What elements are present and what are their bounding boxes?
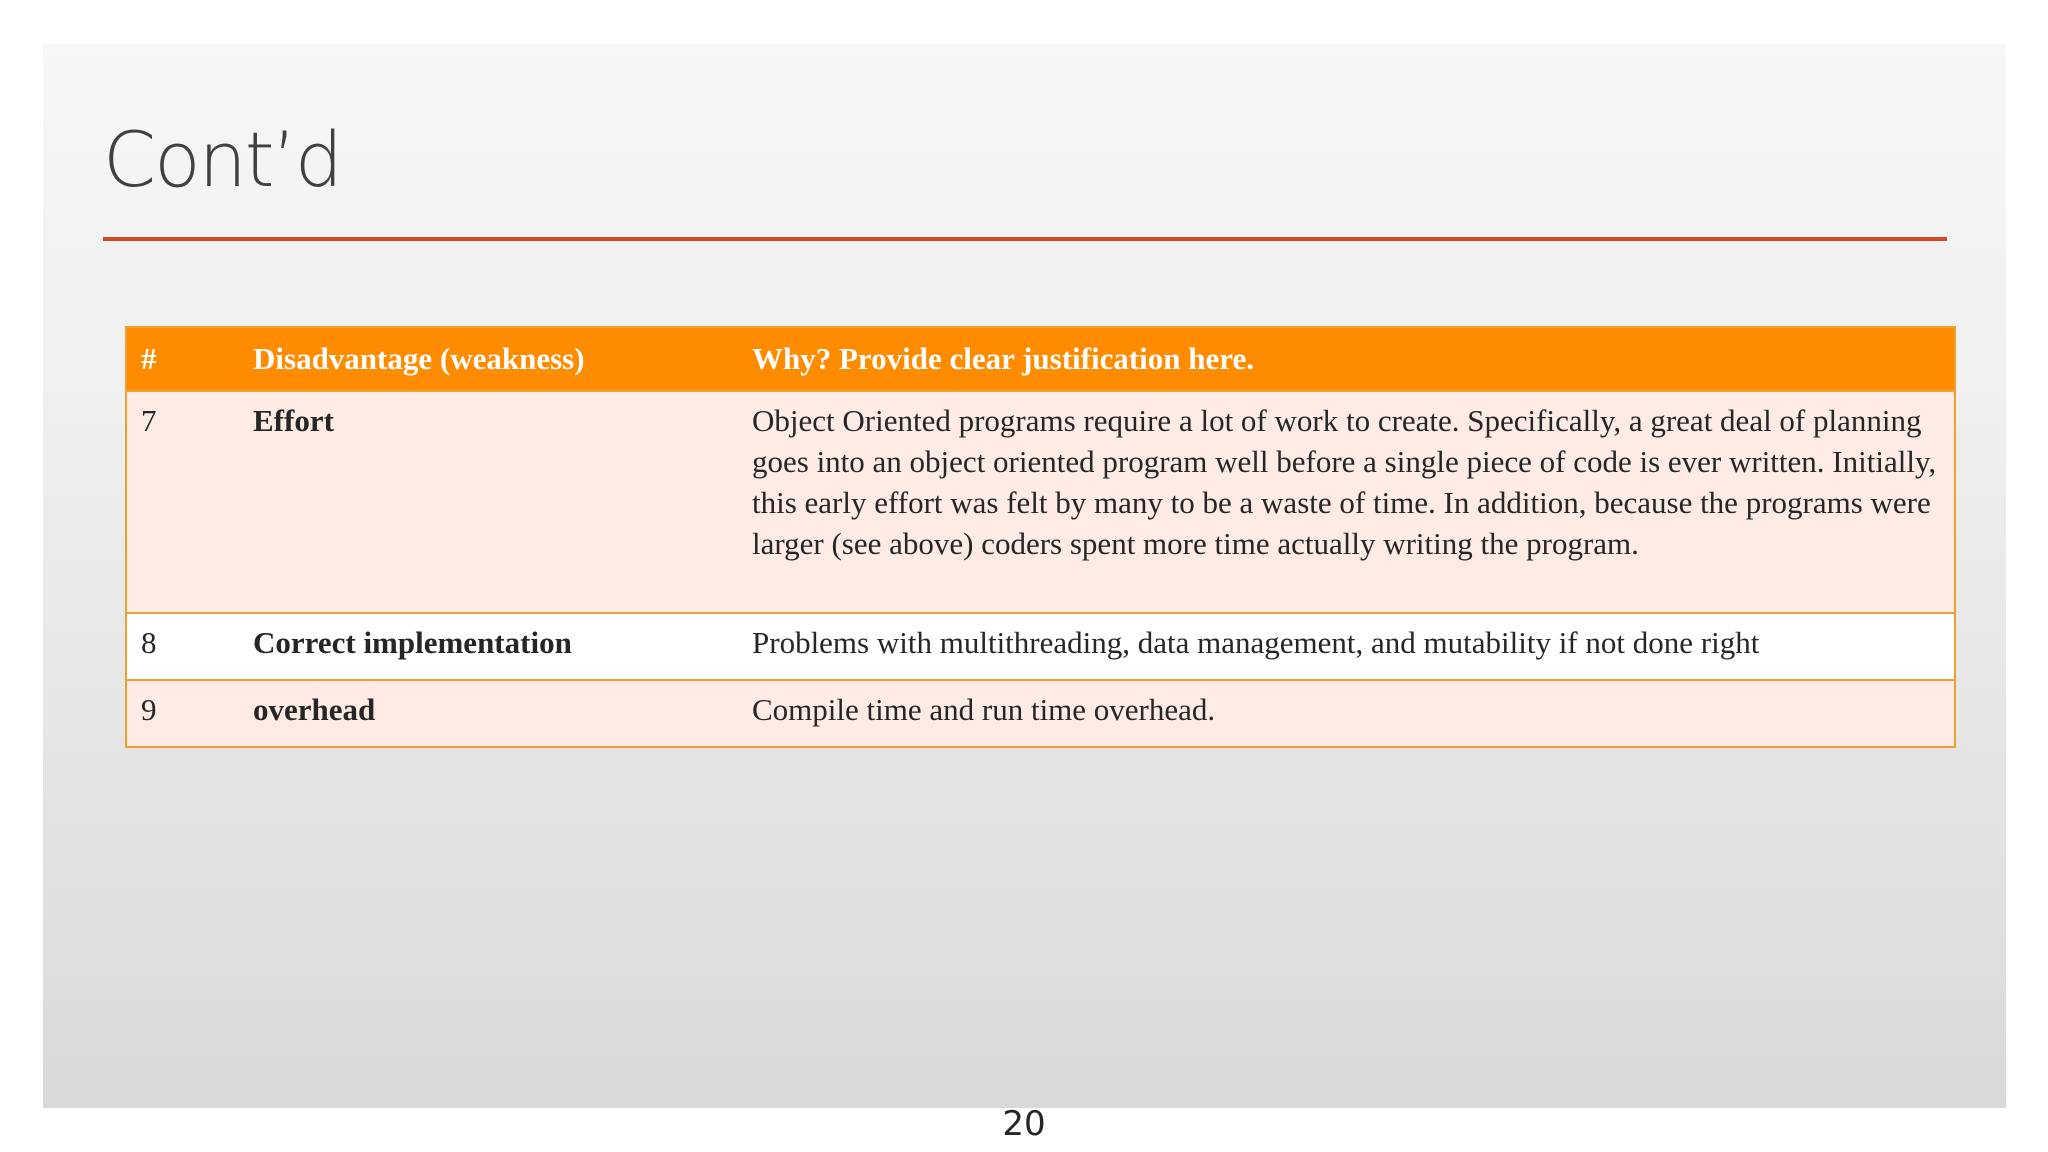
header-justification: Why? Provide clear justification here.	[738, 327, 1955, 391]
table-header-row	[126, 327, 1955, 391]
header-disadvantage: Disadvantage (weakness)	[239, 327, 738, 391]
slide	[43, 44, 2006, 1108]
cell-disadvantage: Correct implementation	[239, 613, 738, 680]
cell-number: 8	[126, 613, 239, 680]
cell-number: 7	[126, 391, 239, 613]
cell-justification: Object Oriented programs require a lot of work to create. Specifically, a great deal of planning goes into an object oriented program well before a single piece of code is ever written. Initially, this early effort was felt by many to be a waste of time. In addition, because the programs were larger (see above) coders spent more time actually writing the program.	[738, 391, 1955, 613]
disadvantages-table	[125, 326, 1956, 748]
cell-justification: Compile time and run time overhead.	[738, 680, 1955, 747]
slide-title: Cont’d	[103, 115, 341, 204]
title-divider	[103, 237, 1947, 241]
table-row	[126, 613, 1955, 680]
cell-justification: Problems with multithreading, data management, and mutability if not done right	[738, 613, 1955, 680]
table-row	[126, 391, 1955, 613]
header-number: #	[126, 327, 239, 391]
table-row	[126, 680, 1955, 747]
page-number: 20	[1002, 1104, 1046, 1144]
cell-disadvantage: overhead	[239, 680, 738, 747]
cell-disadvantage: Effort	[239, 391, 738, 613]
cell-number: 9	[126, 680, 239, 747]
